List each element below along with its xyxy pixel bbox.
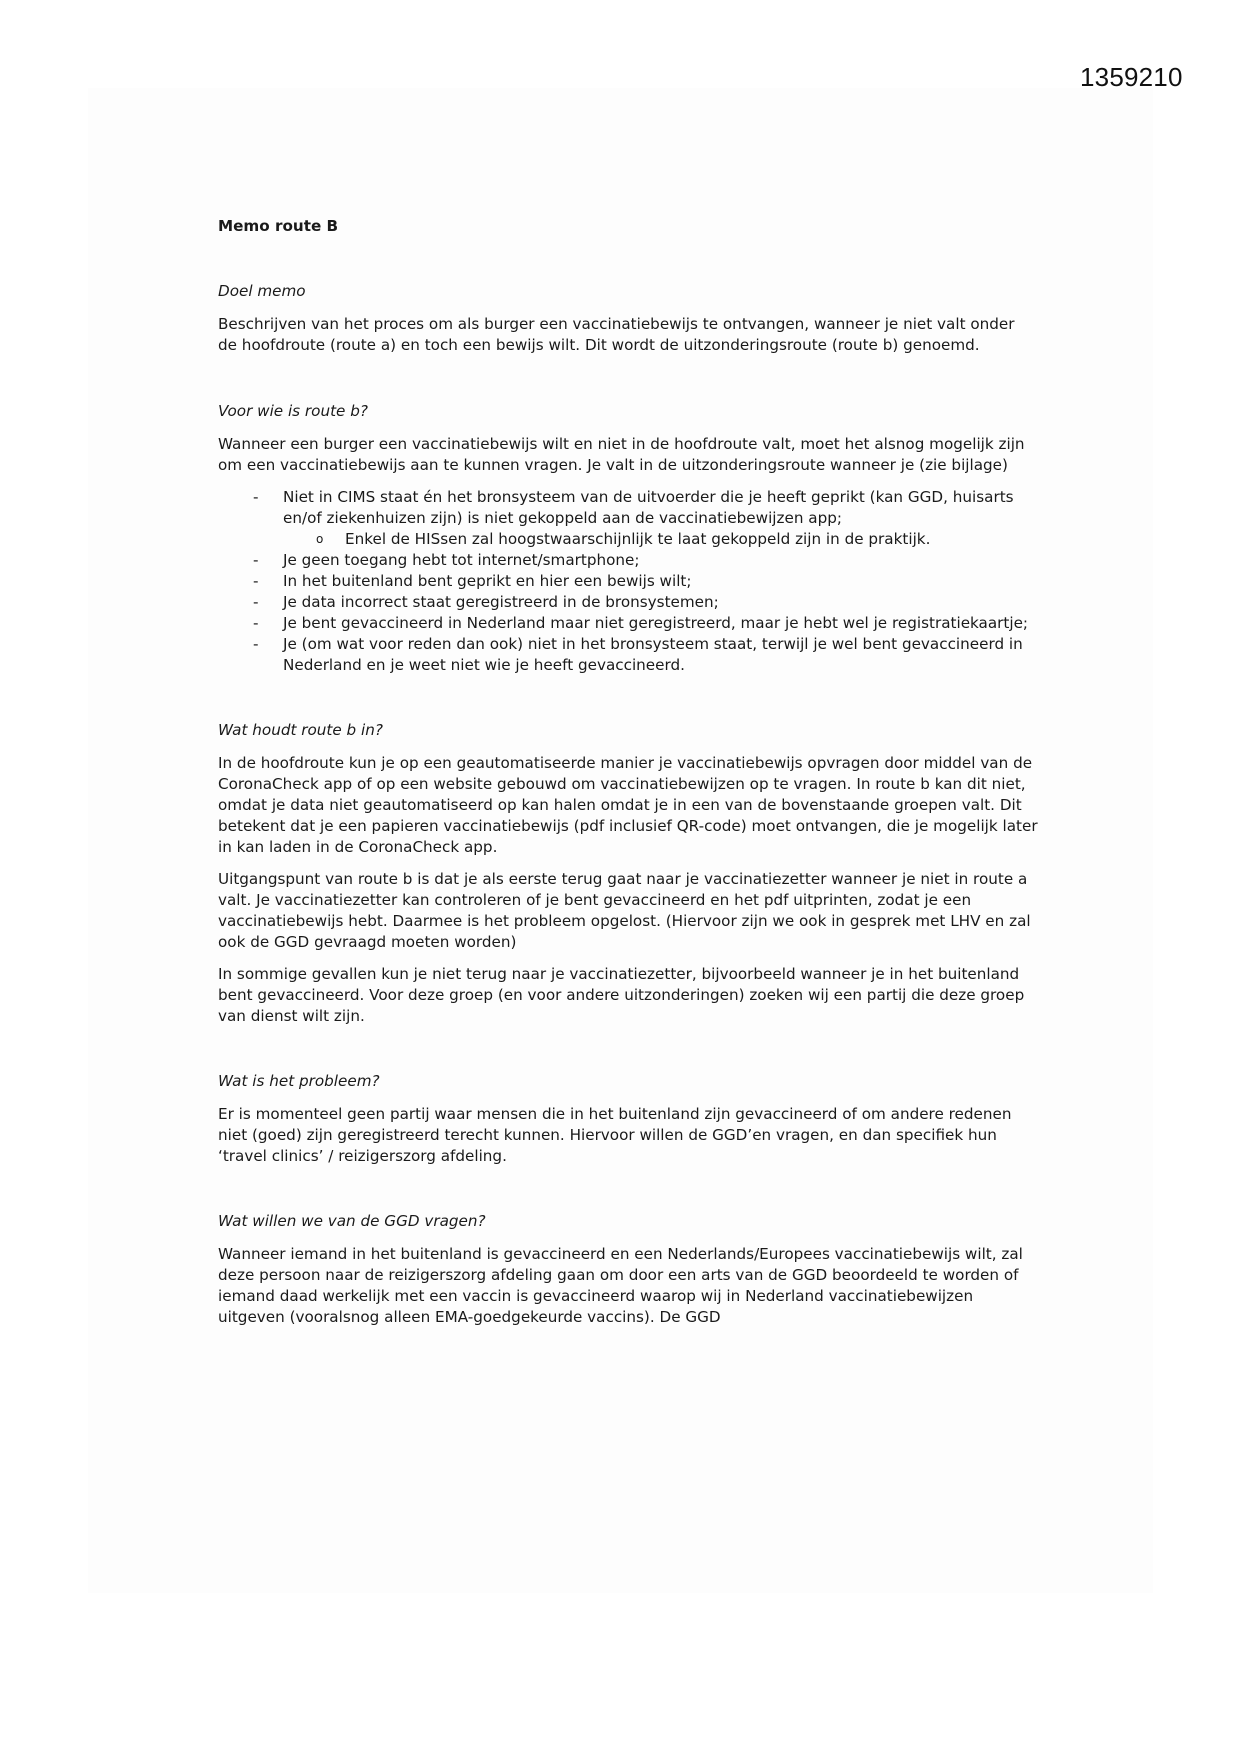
paragraph: In de hoofdroute kun je op een geautomatiseerde manier je vaccinatiebewijs opvragen door middel van de CoronaCheck app of op een website gebouwd om vaccinatiebewijzen op te vragen. In route b kan dit niet, omdat je data niet geautomatiseerd op kan halen omdat je in een van de bovenstaande groepen valt. Dit betekent dat je een papieren vaccinatiebewijs (pdf inclusief QR-code) moet ontvangen, die je mogelijk later in kan laden in de CoronaCheck app. bbox=[218, 754, 1038, 856]
document-id: 1359210 bbox=[1080, 62, 1183, 92]
dash-bullet-icon: - bbox=[253, 614, 259, 632]
list-item bbox=[218, 487, 1038, 550]
section-heading-wat-houdt: Wat houdt route b in? bbox=[218, 721, 383, 739]
list-item bbox=[218, 634, 1038, 676]
list-item-text: Je bent gevaccineerd in Nederland maar niet geregistreerd, maar je hebt wel je registratiekaartje; bbox=[283, 614, 1029, 632]
list-item bbox=[218, 613, 1038, 634]
sub-list bbox=[283, 529, 1038, 550]
circle-bullet-icon: o bbox=[316, 532, 324, 546]
list-item bbox=[218, 592, 1038, 613]
section-heading-probleem: Wat is het probleem? bbox=[218, 1072, 380, 1090]
section-heading-ggd-vragen: Wat willen we van de GGD vragen? bbox=[218, 1212, 486, 1230]
paragraph: Uitgangspunt van route b is dat je als eerste terug gaat naar je vaccinatiezetter wanneer je niet in route a valt. Je vaccinatiezetter kan controleren of je bent gevaccineerd en het pdf uitprinten, zodat je een vaccinatiebewijs hebt. Daarmee is het probleem opgelost. (Hiervoor zijn we ook in gesprek met LHV en zal ook de GGD gevraagd moeten worden) bbox=[218, 870, 1031, 951]
list-item-text: In het buitenland bent geprikt en hier een bewijs wilt; bbox=[283, 572, 692, 590]
section-heading-voor-wie: Voor wie is route b? bbox=[218, 402, 368, 420]
list-item-text: Je (om wat voor reden dan ook) niet in het bronsysteem staat, terwijl je wel bent gevaccineerd in Nederland en je weet niet wie je heeft gevaccineerd. bbox=[283, 635, 1023, 674]
sub-list-item bbox=[283, 529, 1038, 550]
dash-bullet-icon: - bbox=[253, 551, 259, 569]
dash-bullet-icon: - bbox=[253, 572, 259, 590]
list-item-text: Niet in CIMS staat én het bronsysteem van de uitvoerder die je heeft geprikt (kan GGD, huisarts en/of ziekenhuizen zijn) is niet gekoppeld aan de vaccinatiebewijzen app; bbox=[283, 488, 1014, 527]
section-heading-doel: Doel memo bbox=[218, 282, 306, 300]
list-item bbox=[218, 571, 1038, 592]
sub-list-item-text: Enkel de HISsen zal hoogstwaarschijnlijk te laat gekoppeld zijn in de praktijk. bbox=[345, 530, 931, 548]
dash-bullet-icon: - bbox=[253, 488, 259, 506]
paragraph: Er is momenteel geen partij waar mensen die in het buitenland zijn gevaccineerd of om andere redenen niet (goed) zijn geregistreerd terecht kunnen. Hiervoor willen de GGD’en vragen, en dan specifiek hun ‘travel clinics’ / reizigerszorg afdeling. bbox=[218, 1105, 1012, 1165]
paragraph: Wanneer een burger een vaccinatiebewijs wilt en niet in de hoofdroute valt, moet het alsnog mogelijk zijn om een vaccinatiebewijs aan te kunnen vragen. Je valt in de uitzonderingsroute wanneer je (zie bijlage) bbox=[218, 435, 1025, 474]
paragraph: Wanneer iemand in het buitenland is gevaccineerd en een Nederlands/Europees vaccinatiebewijs wilt, zal deze persoon naar de reizigerszorg afdeling gaan om door een arts van de GGD beoordeeld te worden of iemand daad werkelijk met een vaccin is gevaccineerd waarop wij in Nederland vaccinatiebewijzen uitgeven (vooralsnog alleen EMA-goedgekeurde vaccins). De GGD bbox=[218, 1245, 1023, 1326]
memo-title: Memo route B bbox=[218, 217, 339, 235]
list-item-text: Je geen toegang hebt tot internet/smartphone; bbox=[283, 551, 640, 569]
list-item bbox=[218, 550, 1038, 571]
paragraph: Beschrijven van het proces om als burger een vaccinatiebewijs te ontvangen, wanneer je niet valt onder de hoofdroute (route a) en toch een bewijs wilt. Dit wordt de uitzonderingsroute (route b) genoemd. bbox=[218, 315, 1015, 354]
dash-bullet-icon: - bbox=[253, 635, 259, 653]
dash-bullet-icon: - bbox=[253, 593, 259, 611]
paragraph: In sommige gevallen kun je niet terug naar je vaccinatiezetter, bijvoorbeeld wanneer je in het buitenland bent gevaccineerd. Voor deze groep (en voor andere uitzonderingen) zoeken wij een partij die deze groep van dienst wilt zijn. bbox=[218, 965, 1025, 1025]
list-item-text: Je data incorrect staat geregistreerd in de bronsystemen; bbox=[283, 593, 719, 611]
criteria-list bbox=[218, 487, 1038, 676]
memo-body bbox=[218, 216, 1038, 1328]
